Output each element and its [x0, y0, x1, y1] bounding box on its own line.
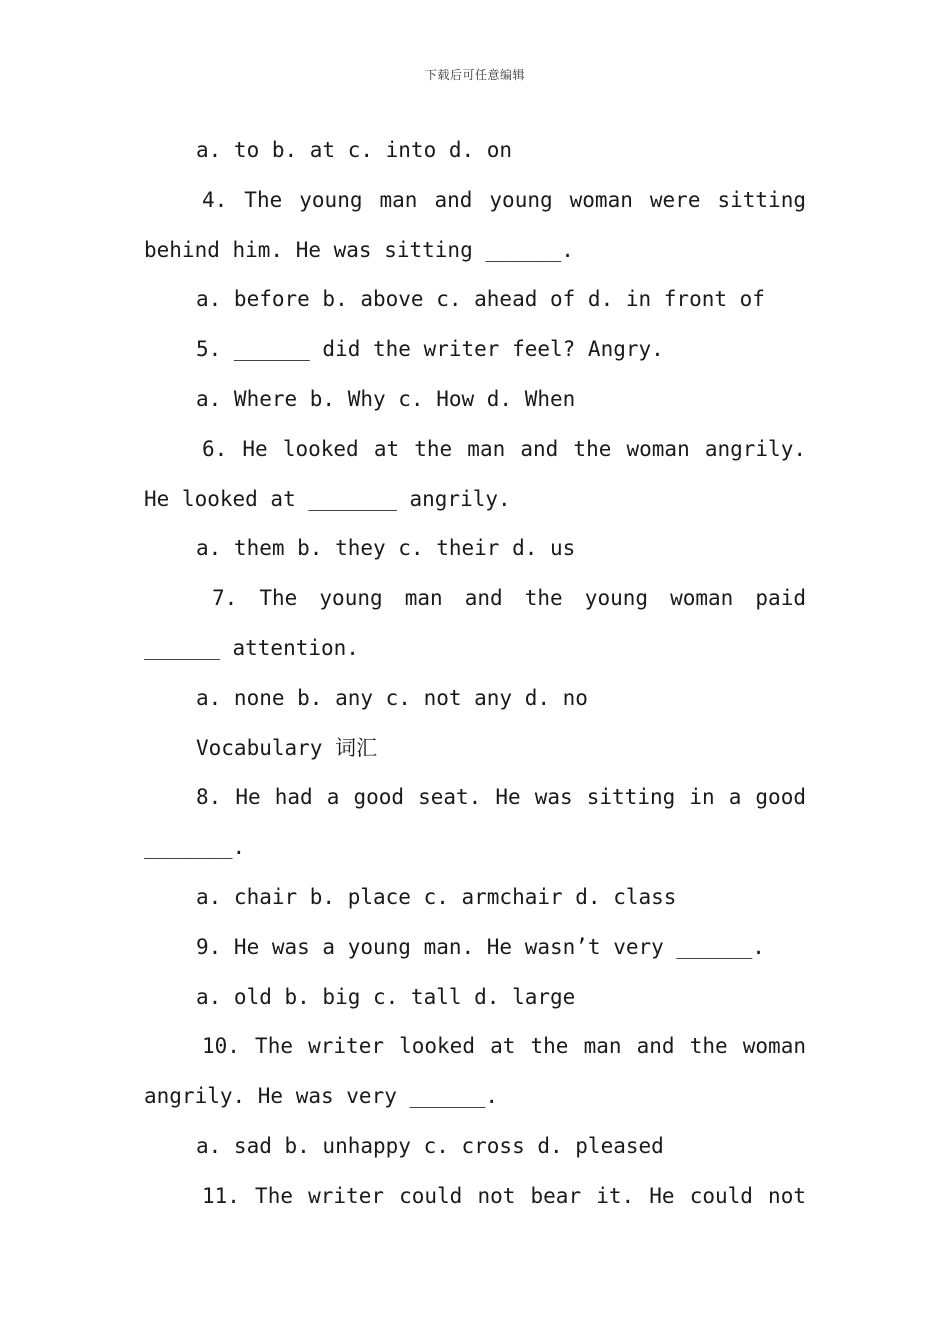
- document-body: [144, 128, 806, 1224]
- text-line: 9. He was a young man. He wasn’t very ______.: [196, 934, 765, 959]
- text-line: He looked at _______ angrily.: [144, 486, 511, 511]
- text-line: a. none b. any c. not any d. no: [196, 685, 588, 710]
- text-line: 8. He had a good seat. He was sitting in a good: [196, 785, 806, 810]
- text-line: a. chair b. place c. armchair d. class: [196, 884, 677, 909]
- text-line: ______ attention.: [144, 635, 359, 660]
- text-line: angrily. He was very ______.: [144, 1084, 499, 1109]
- page-header: 下载后可任意编辑: [424, 68, 525, 82]
- text-line: a. them b. they c. their d. us: [196, 536, 576, 561]
- text-line: 11. The writer could not bear it. He could not: [202, 1183, 806, 1208]
- text-line: 7. The young man and the young woman paid: [212, 586, 806, 611]
- text-line: 10. The writer looked at the man and the woman: [202, 1034, 806, 1059]
- text-line: a. Where b. Why c. How d. When: [196, 386, 576, 411]
- text-line: a. to b. at c. into d. on: [196, 138, 513, 162]
- text-line: a. old b. big c. tall d. large: [196, 984, 576, 1009]
- text-line: _______.: [144, 835, 246, 860]
- text-line: Vocabulary 词汇: [196, 735, 378, 760]
- text-line: a. sad b. unhappy c. cross d. pleased: [196, 1133, 664, 1158]
- text-line: a. before b. above c. ahead of d. in front of: [196, 287, 765, 312]
- text-line: 5. ______ did the writer feel? Angry.: [196, 337, 664, 362]
- text-line: 6. He looked at the man and the woman angrily.: [202, 436, 806, 461]
- text-line: 4. The young man and young woman were sitting: [202, 187, 806, 212]
- text-line: behind him. He was sitting ______.: [144, 237, 574, 262]
